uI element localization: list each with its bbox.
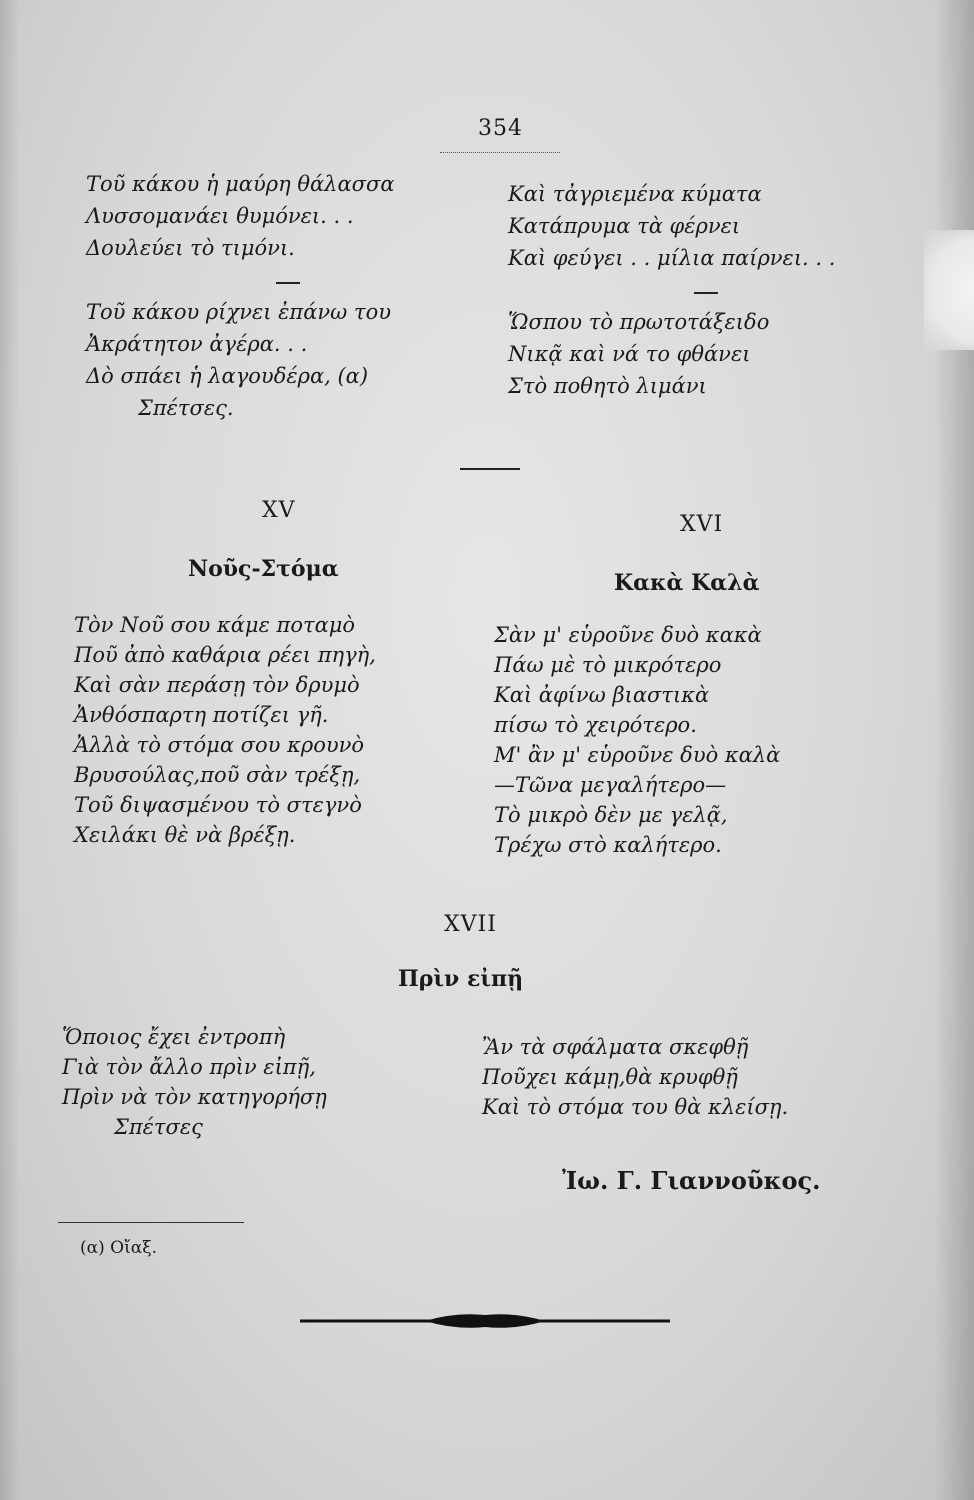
- poem-xvii-numeral: XVII: [444, 912, 497, 937]
- page-shadow-right: [934, 0, 974, 1500]
- page-number: 354: [478, 116, 523, 141]
- poem-line: Ὅποιος ἔχει ἐντροπὴ: [62, 1025, 286, 1049]
- poem-line: Στὸ ποθητὸ λιμάνι: [508, 374, 707, 398]
- poem-line: Δουλεύει τὸ τιμόνι.: [86, 236, 295, 260]
- poem-xv-body: [74, 610, 376, 850]
- stanza-divider: [276, 282, 300, 284]
- poem-line: Τοῦ κάκου ἡ μαύρη θάλασσα: [86, 172, 395, 196]
- footnote: (α) Οἴαξ.: [80, 1238, 157, 1258]
- continuation-right-column: [508, 178, 835, 402]
- poem-line: Τὸν Νοῦ σου κάμε ποταμὸ: [74, 613, 356, 637]
- poem-xv-numeral: XV: [262, 498, 296, 523]
- poem-line: Κατάπρυμα τὰ φέρνει: [508, 214, 741, 238]
- end-ornament-icon: [300, 1306, 670, 1336]
- footnote-rule: [58, 1222, 244, 1223]
- poem-line: Ποῦχει κάμῃ,θὰ κρυφθῇ: [482, 1065, 738, 1089]
- poem-line: Καὶ ἀφίνω βιαστικὰ: [494, 683, 710, 707]
- poem-line: Τὸ μικρὸ δὲν με γελᾷ,: [494, 803, 728, 827]
- poem-line: —Τῶνα μεγαλήτερο—: [494, 773, 727, 797]
- stanza-divider: [694, 292, 718, 294]
- section-divider: [460, 468, 520, 470]
- page-tear: [924, 230, 974, 350]
- place-signature: Σπέτσες.: [138, 396, 234, 420]
- poem-line: Καὶ τὸ στόμα του θὰ κλείσῃ.: [482, 1095, 789, 1119]
- poem-xvi-title: Κακὰ Καλὰ: [614, 570, 760, 596]
- poem-line: πίσω τὸ χειρότερο.: [494, 713, 697, 737]
- poem-xvii-title: Πρὶν εἰπῇ: [398, 966, 524, 992]
- poem-line: Ὥσπου τὸ πρωτοτάξειδο: [508, 310, 770, 334]
- poem-line: Καὶ φεύγει . . μίλια παίρνει. . .: [508, 246, 836, 270]
- poem-line: Ἂν τὰ σφάλματα σκεφθῇ: [482, 1035, 749, 1059]
- poem-xvii-left-column: [62, 1022, 327, 1142]
- poem-line: Καὶ σὰν περάσῃ τὸν δρυμὸ: [74, 673, 360, 697]
- poem-xvii-right-column: [482, 1032, 788, 1122]
- continuation-left-column: [86, 168, 395, 424]
- poem-line: Μ' ἂν μ' εὑροῦνε δυὸ καλὰ: [494, 743, 781, 767]
- poem-line: Τρέχω στὸ καλήτερο.: [494, 833, 722, 857]
- poem-xv-title: Νοῦς-Στόμα: [188, 556, 339, 582]
- poem-line: Ἀνθόσπαρτη ποτίζει γῆ.: [74, 703, 329, 727]
- poem-line: Πρὶν νὰ τὸν κατηγορήσῃ: [62, 1085, 327, 1109]
- poem-line: Δὸ σπάει ἡ λαγουδέρα, (α): [86, 364, 369, 388]
- poem-line: Τοῦ διψασμένου τὸ στεγνὸ: [74, 793, 362, 817]
- poem-xvi-body: [494, 620, 780, 860]
- poem-line: Χειλάκι θὲ νὰ βρέξῃ.: [74, 823, 296, 847]
- poem-line: Τοῦ κάκου ρίχνει ἐπάνω του: [86, 300, 391, 324]
- page-shadow-left: [0, 0, 20, 1500]
- poem-line: Γιὰ τὸν ἄλλο πρὶν εἰπῇ,: [62, 1055, 316, 1079]
- poem-line: Ἀκράτητον ἀγέρα. . .: [86, 332, 308, 356]
- poem-line: Λυσσομανάει θυμόνει. . .: [86, 204, 354, 228]
- author-signature: Ἰω. Γ. Γιαννοῦκος.: [562, 1166, 821, 1195]
- poem-line: Καὶ τἀγριεμένα κύματα: [508, 182, 762, 206]
- poem-line: Νικᾷ καὶ νά το φθάνει: [508, 342, 751, 366]
- poem-line: Σὰν μ' εὑροῦνε δυὸ κακὰ: [494, 623, 762, 647]
- poem-line: Ἀλλὰ τὸ στόμα σου κρουνὸ: [74, 733, 365, 757]
- poem-line: Βρυσούλας,ποῦ σὰν τρέξῃ,: [74, 763, 361, 787]
- place-signature: Σπέτσες: [114, 1115, 203, 1139]
- poem-line: Ποῦ ἀπὸ καθάρια ρέει πηγὴ,: [74, 643, 376, 667]
- page-number-underline: [440, 152, 560, 153]
- poem-xvi-numeral: XVI: [680, 512, 724, 537]
- poem-line: Πάω μὲ τὸ μικρότερο: [494, 653, 722, 677]
